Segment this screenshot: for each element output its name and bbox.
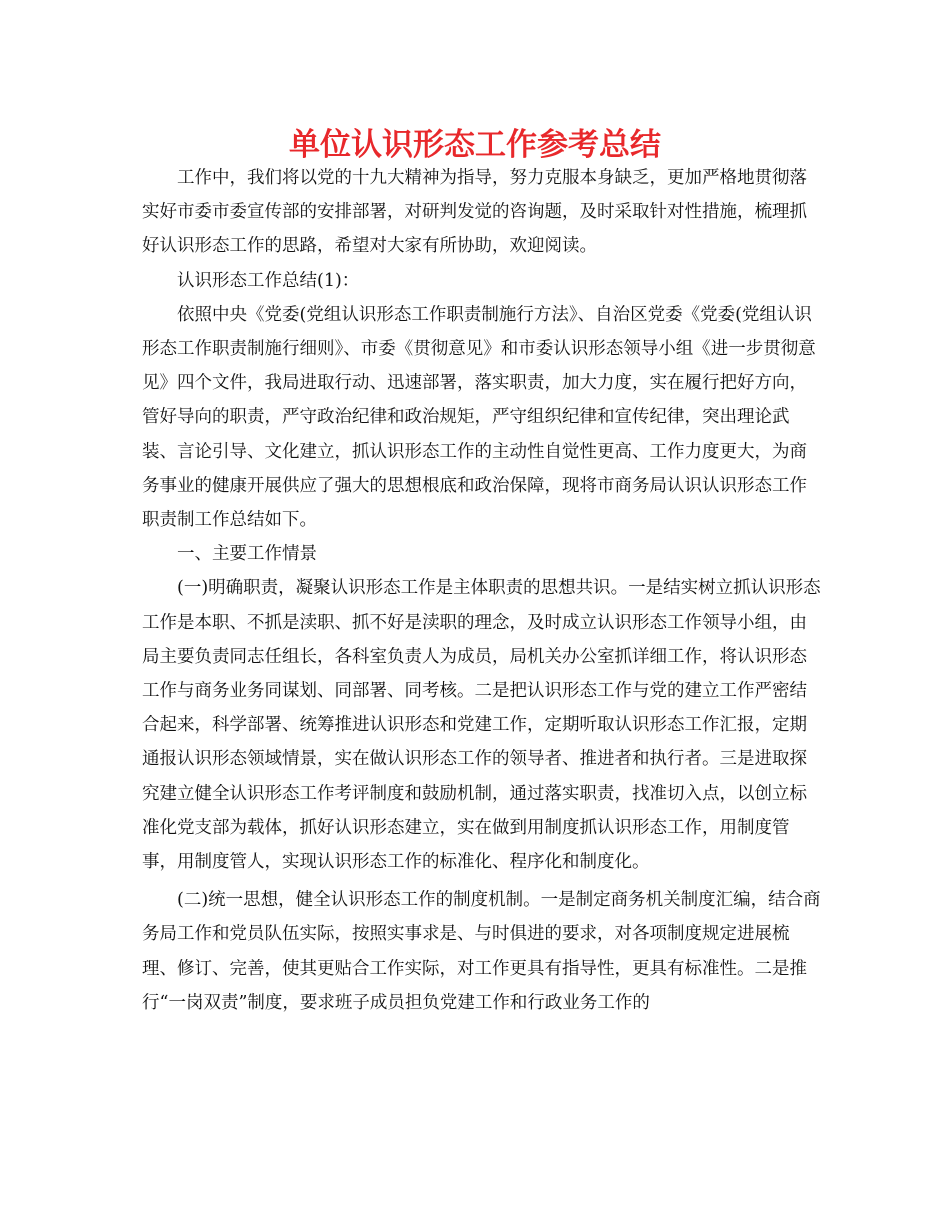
document-body	[142, 161, 822, 1020]
body-paragraph-responsibility: (一)明确职责，凝聚认识形态工作是主体职责的思想共识。一是结实树立抓认识形态工作是本职、不抓是渎职、抓不好是渎职的理念，及时成立认识形态工作领导小组，由局主要负责同志任组长，各科室负责人为成员，局机关办公室抓详细工作，将认识形态工作与商务业务同谋划、同部署、同考核。二是把认识形态工作与党的建立工作严密结合起来，科学部署、统筹推进认识形态和党建工作，定期听取认识形态工作汇报，定期通报认识形态领域情景，实在做认识形态工作的领导者、推进者和执行者。三是进取探究建立健全认识形态工作考评制度和鼓励机制，通过落实职责，找准切入点，以创立标准化党支部为载体，抓好认识形态建立，实在做到用制度抓认识形态工作，用制度管事，用制度管人，实现认识形态工作的标准化、程序化和制度化。	[142, 578, 821, 873]
body-paragraph-basis: 依照中央《党委(党组认识形态工作职责制施行方法》、自治区党委《党委(党组认识形态工作职责制施行细则》、市委《贯彻意见》和市委认识形态领导小组《进一步贯彻意见》四个文件，我局进取行动、迅速部署，落实职责，加大力度，实在履行把好方向，管好导向的职责，严守政治纪律和政治规矩，严守组织纪律和宣传纪律，突出理论武装、言论引导、文化建立，抓认识形态工作的主动性自觉性更高、工作力度更大，为商务事业的健康开展供应了强大的思想根底和政治保障，现将市商务局认识认识形态工作职责制工作总结如下。	[142, 304, 816, 531]
section-heading-summary-1: 认识形态工作总结(1)：	[177, 270, 360, 291]
body-paragraph-unify-thinking: (二)统一思想，健全认识形态工作的制度机制。一是制定商务机关制度汇编，结合商务局工作和党员队伍实际，按照实事求是、与时俱进的要求，对各项制度规定进展梳理、修订、完善，使其更贴合工作实际，对工作更具有指导性，更具有标准性。二是推行“一岗双责”制度，要求班子成员担负党建工作和行政业务工作的	[142, 890, 821, 1013]
intro-paragraph: 工作中，我们将以党的十九大精神为指导，努力克服本身缺乏，更加严格地贯彻落实好市委市委宣传部的安排部署，对研判发觉的咨询题，及时采取针对性措施，梳理抓好认识形态工作的思路，希望对大家有所协助，欢迎阅读。	[142, 168, 807, 257]
document-title: 单位认识形态工作参考总结	[289, 127, 661, 163]
section-heading-main-work: 一、主要工作情景	[177, 544, 317, 565]
